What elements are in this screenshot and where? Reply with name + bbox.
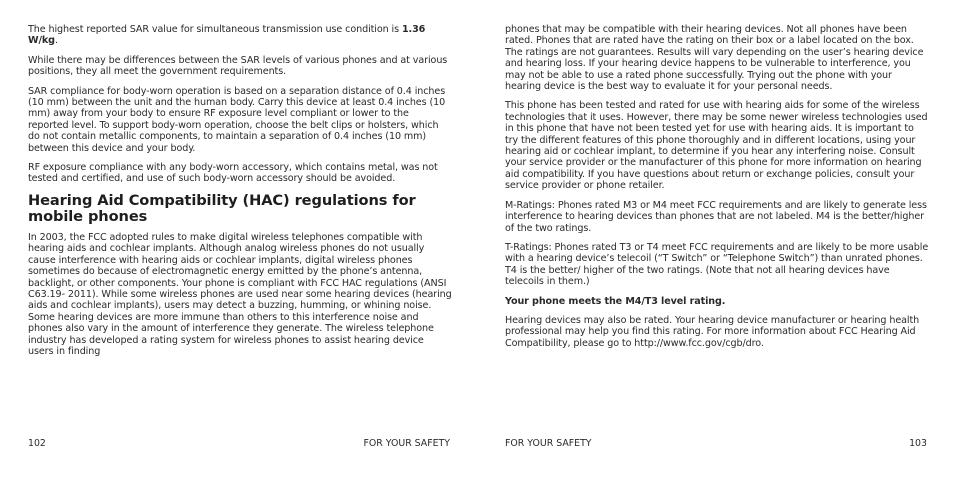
section-label-right: FOR YOUR SAFETY	[505, 438, 592, 449]
hearing-devices-rated-paragraph: Hearing devices may also be rated. Your hearing device manufacturer or hearing health professional may help you find this rating. For more information about FCC Hearing Aid Compatibility, please go to http://www.fcc.gov/cgb/dro.	[505, 314, 920, 349]
hac-intro-paragraph: In 2003, the FCC adopted rules to make digital wireless telephones compatible with hearing aids and cochlear implants. Although analog wireless phones do not usually cause interference with hearing aids or cochlear implants, digital wireless phones sometimes do because of electromagnetic energy emitted by the phone’s antenna, backlight, or other components. Your phone is compliant with FCC HAC regulations (ANSI C63.19- 2011). While some wireless phones are used near some hearing devices (hearing aids and cochlear implants), users may detect a buzzing, humming, or whining noise. Some hearing devices are more immune than others to this interference noise and phones also vary in the amount of interference they generate. The wireless telephone industry has developed a rating system for wireless phones to assist hearing device users in finding	[28, 231, 452, 357]
page-number-right: 103	[909, 438, 927, 449]
body-worn-accessory-paragraph: RF exposure compliance with any body-worn accessory, which contains metal, was not tested and certified, and use of such body-worn accessory should be avoided.	[28, 162, 438, 185]
sar-differences-paragraph: While there may be differences between the SAR levels of various phones and at various positions, they all meet the government requirements.	[28, 54, 448, 78]
right-page-body	[505, 24, 929, 357]
sar-value-intro: The highest reported SAR value for simultaneous transmission use condition is	[28, 24, 402, 35]
sar-value-paragraph	[28, 24, 452, 47]
hac-tested-paragraph: This phone has been tested and rated for use with hearing aids for some of the wireless technologies that it uses. However, there may be some newer wireless technologies used in this phone that have not been tested yet for use with hearing aids. It is important to try the different features of this phone thoroughly and in different locations, using your hearing aid or cochlear implant, to determine if you hear any interfering noise. Consult your service provider or the manufacturer of this phone for more information on hearing aid compatibility. If you have questions about return or exchange policies, consult your service provider or phone retailer.	[505, 100, 928, 192]
body-worn-compliance-paragraph: SAR compliance for body-worn operation is based on a separation distance of 0.4 inches (10 mm) between the unit and the human body. Carry this device at least 0.4 inches (10 mm) away from your body to ensure RF exposure level compliant or lower to the reported level. To support body-worn operation, choose the belt clips or holsters, which do not contain metallic components, to maintain a separation of 0.4 inches (10 mm) between this device and your body.	[28, 85, 446, 154]
right-page	[477, 0, 954, 477]
rating-statement: Your phone meets the M4/T3 level rating.	[505, 295, 726, 307]
t-ratings-paragraph: T-Ratings: Phones rated T3 or T4 meet FCC requirements and are likely to be more usable with a hearing device’s telecoil (“T Switch” or “Telephone Switch”) than unrated phones. T4 is the better/ higher of the two ratings. (Note that not all hearing devices have telecoils in them.)	[505, 241, 929, 288]
m-ratings-paragraph: M-Ratings: Phones rated M3 or M4 meet FCC requirements and are likely to generate less interference to hearing devices than phones that are not labeled. M4 is the better/higher of the two ratings.	[505, 199, 927, 234]
left-page-body	[28, 24, 452, 365]
sar-value-end: .	[54, 35, 58, 47]
hac-heading: Hearing Aid Compatibility (HAC) regulations for mobile phones	[28, 191, 416, 225]
section-label-left: FOR YOUR SAFETY	[363, 438, 450, 449]
hac-continued-paragraph: phones that may be compatible with their hearing devices. Not all phones have been rated. Phones that are rated have the rating on their box or a label located on the box. The ratings are not guarantees. Results will vary depending on the user’s hearing device and hearing loss. If your hearing device happens to be vulnerable to interference, you may not be able to use a rated phone successfully. Trying out the phone with your hearing device is the best way to evaluate it for your personal needs.	[505, 24, 924, 93]
page-number-left: 102	[28, 438, 46, 449]
sar-value: 1.36 W/kg	[28, 24, 426, 47]
